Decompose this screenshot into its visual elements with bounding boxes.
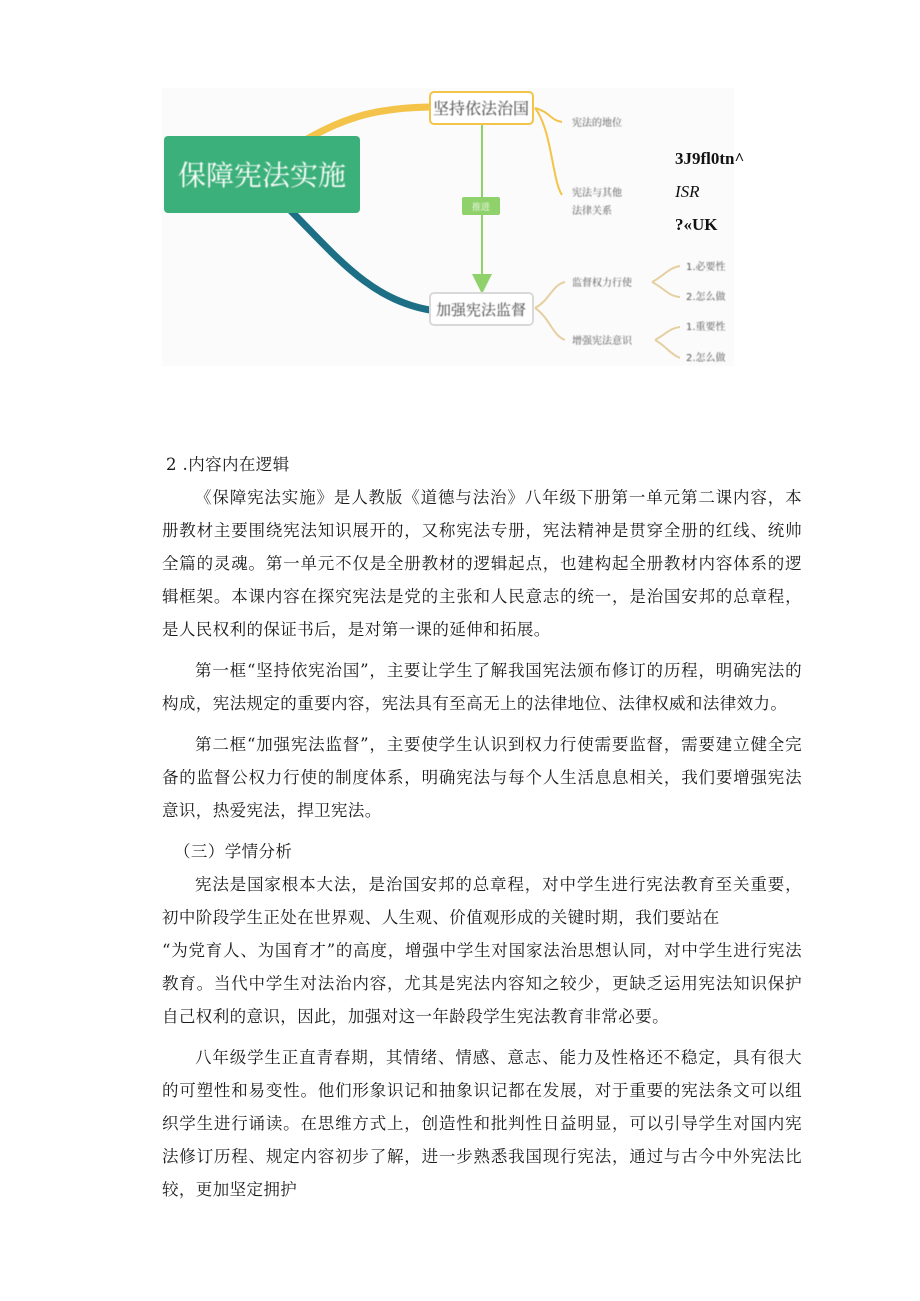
link-label: 推进 (471, 203, 491, 213)
paragraph: 八年级学生正直青春期，其情绪、情感、意志、能力及性格还不稳定，具有很大的可塑性和易变性。他们形象识记和抽象识记都在发展，对于重要的宪法条文可以组织学生进行诵读。在思维方式上，创造性和批判性日益明显，可以引导学生对国内宪法修订历程、规定内容初步了解，进一步熟悉我国现行宪法，通过与古今中外宪法比较，更加坚定拥护 (162, 1048, 802, 1199)
branch1-child-1: 宪法的地位 (572, 118, 622, 129)
branch1-child-2: 宪法与其他 (572, 188, 622, 199)
side-note: 3J9fl0tn^ (675, 149, 745, 168)
paragraph: 第一框“坚持依宪治国”，主要让学生了解我国宪法颁布修订的历程，明确宪法的构成，宪法规定的重要内容，宪法具有至高无上的法律地位、法律权威和法律效力。 (162, 661, 802, 713)
branch2-title: 加强宪法监督 (435, 301, 527, 319)
paragraph: 《保障宪法实施》是人教版《道德与法治》八年级下册第一单元第二课内容，本册教材主要围绕宪法知识展开的，又称宪法专册，宪法精神是贯穿全册的红线、统帅全篇的灵魂。第一单元不仅是全册教材的逻辑起点，也建构起全册教材内容体系的逻辑框架。本课内容在探究宪法是党的主张和人民意志的统一，是治国安邦的总章程，是人民权利的保证书后，是对第一课的延伸和拓展。 (162, 488, 802, 639)
branch2-child-2: 增强宪法意识 (572, 336, 632, 347)
mind-map-image (0, 0, 920, 440)
branch1-child-3: 法律关系 (572, 206, 612, 217)
side-notes (675, 142, 744, 241)
branch2-child-1-item-1: 1.必要性 (686, 262, 726, 273)
subsection-heading: （三）学情分析 (174, 842, 293, 861)
paragraph: 第二框“加强宪法监督”，主要使学生认识到权力行使需要监督，需要建立健全完备的监督公权力行使的制度体系，明确宪法与每个人生活息息相关，我们要增强宪法意识，热爱宪法，捍卫宪法。 (162, 735, 802, 820)
document-body (162, 448, 802, 1206)
side-note: ?«UK (675, 215, 718, 234)
branch2-child-2-item-1: 1.重要性 (686, 322, 726, 333)
branch2-child-1-item-2: 2.怎么做 (686, 292, 726, 303)
side-note: ISR (675, 182, 700, 201)
root-node-label: 保障宪法实施 (177, 159, 347, 192)
paragraph-line: 宪法是国家根本大法，是治国安邦的总章程，对中学生进行宪法教育至关重要，初中阶段学生正处在世界观、人生观、价值观形成的关键时期，我们要站在 (162, 875, 802, 927)
paragraph: “为党育人、为国育才”的高度，增强中学生对国家法治思想认同，对中学生进行宪法教育。当代中学生对法治内容，尤其是宪法内容知之较少，更缺乏运用宪法知识保护自己权利的意识，因此，加强对这一年龄段学生宪法教育非常必要。 (162, 941, 802, 1026)
branch2-child-1: 监督权力行使 (572, 278, 632, 289)
section-heading: 2 .内容内在逻辑 (166, 455, 290, 474)
branch1-title: 坚持依法治国 (432, 99, 530, 118)
branch2-child-2-item-2: 2.怎么做 (686, 353, 726, 364)
